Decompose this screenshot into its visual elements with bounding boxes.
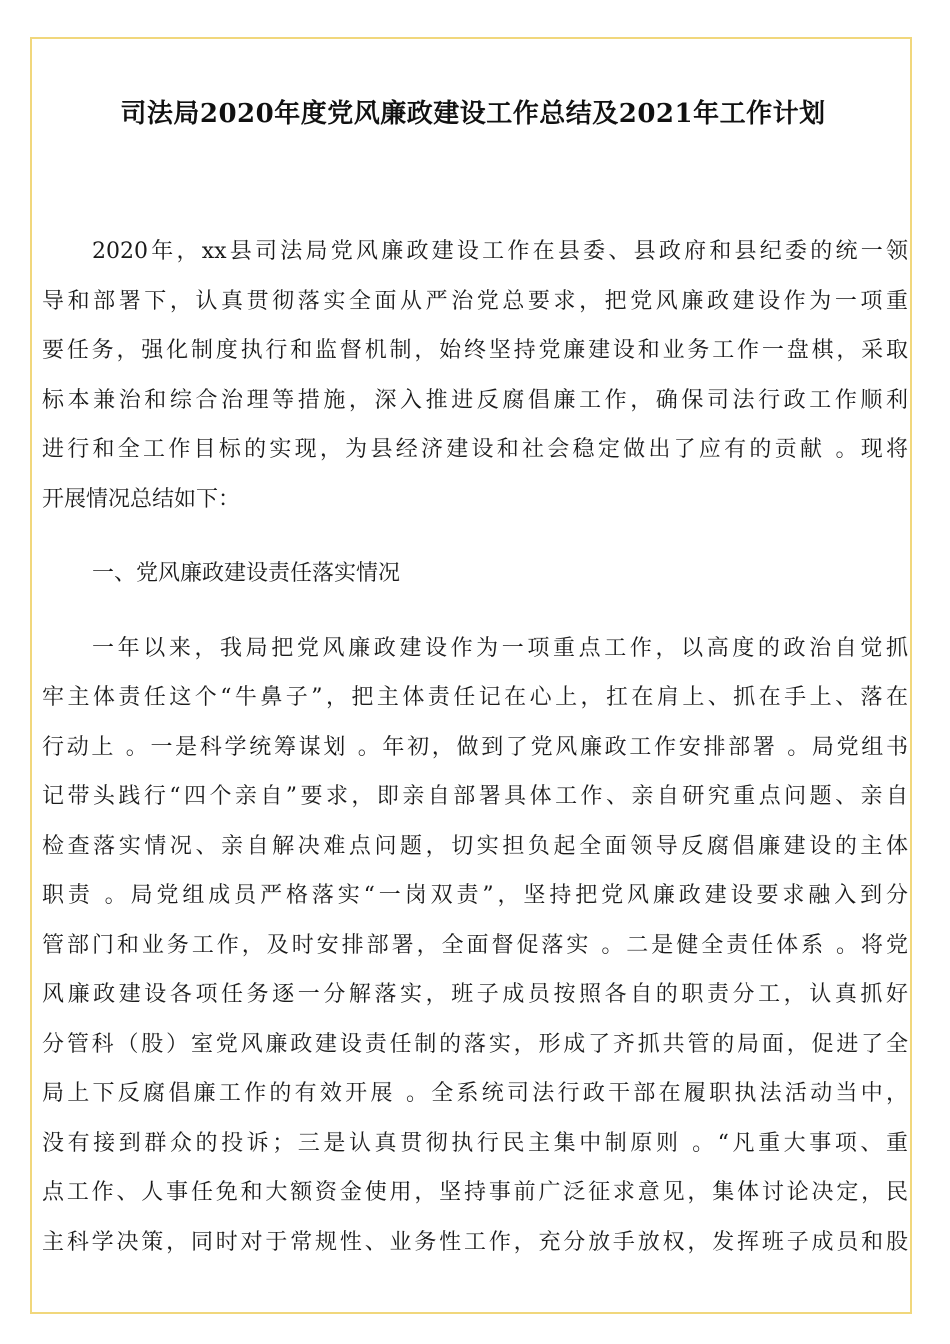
document-title: 司法局2020年度党风廉政建设工作总结及2021年工作计划 [120, 99, 826, 129]
body-line: 局上下反腐倡廉工作的有效开展 。全系统司法行政干部在履职执法活动当中， [42, 1081, 908, 1106]
body-line: 没有接到群众的投诉；三是认真贯彻执行民主集中制原则 。“凡重大事项、重 [42, 1130, 908, 1156]
intro-line: 导和部署下，认真贯彻落实全面从严治党总要求，把党风廉政建设作为一项重 [42, 288, 908, 314]
section-heading: 一、党风廉政建设责任落实情况 [92, 561, 401, 586]
body-line: 一年以来，我局把党风廉政建设作为一项重点工作，以高度的政治自觉抓 [92, 635, 908, 661]
body-line: 检查落实情况、亲自解决难点问题，切实担负起全面领导反腐倡廉建设的主体 [42, 833, 908, 859]
intro-line: 要任务，强化制度执行和监督机制，始终坚持党廉建设和业务工作一盘棋，采取 [42, 338, 908, 363]
body-line: 牢主体责任这个“牛鼻子”，把主体责任记在心上，扛在肩上、抓在手上、落在 [42, 685, 908, 710]
body-line: 分管科（股）室党风廉政建设责任制的落实，形成了齐抓共管的局面，促进了全 [42, 1031, 908, 1057]
body-line: 点工作、人事任免和大额资金使用，坚持事前广泛征求意见，集体讨论决定，民 [42, 1180, 908, 1205]
intro-line: 2020年，xx县司法局党风廉政建设工作在县委、县政府和县纪委的统一领 [92, 239, 908, 264]
body-line: 行动上 。一是科学统筹谋划 。年初，做到了党风廉政工作安排部署 。局党组书 [42, 734, 908, 760]
paragraph-spacer [42, 531, 908, 556]
body-line: 职责 。局党组成员严格落实“一岗双责”，坚持把党风廉政建设要求融入到分 [42, 883, 908, 908]
intro-line: 开展情况总结如下： [42, 486, 241, 512]
intro-line: 进行和全工作目标的实现，为县经济建设和社会稳定做出了应有的贡献 。现将 [42, 437, 908, 462]
intro-line: 标本兼治和综合治理等措施，深入推进反腐倡廉工作，确保司法行政工作顺利 [42, 387, 908, 413]
document-body [42, 234, 908, 1274]
body-line: 风廉政建设各项任务逐一分解落实，班子成员按照各自的职责分工，认真抓好 [42, 982, 908, 1007]
body-line: 主科学决策，同时对于常规性、业务性工作，充分放手放权，发挥班子成员和股 [42, 1229, 908, 1255]
paragraph-spacer [42, 606, 908, 631]
body-line: 管部门和业务工作，及时安排部署，全面督促落实 。二是健全责任体系 。将党 [42, 932, 908, 958]
body-line: 记带头践行“四个亲自”要求，即亲自部署具体工作、亲自研究重点问题、亲自 [42, 784, 908, 809]
